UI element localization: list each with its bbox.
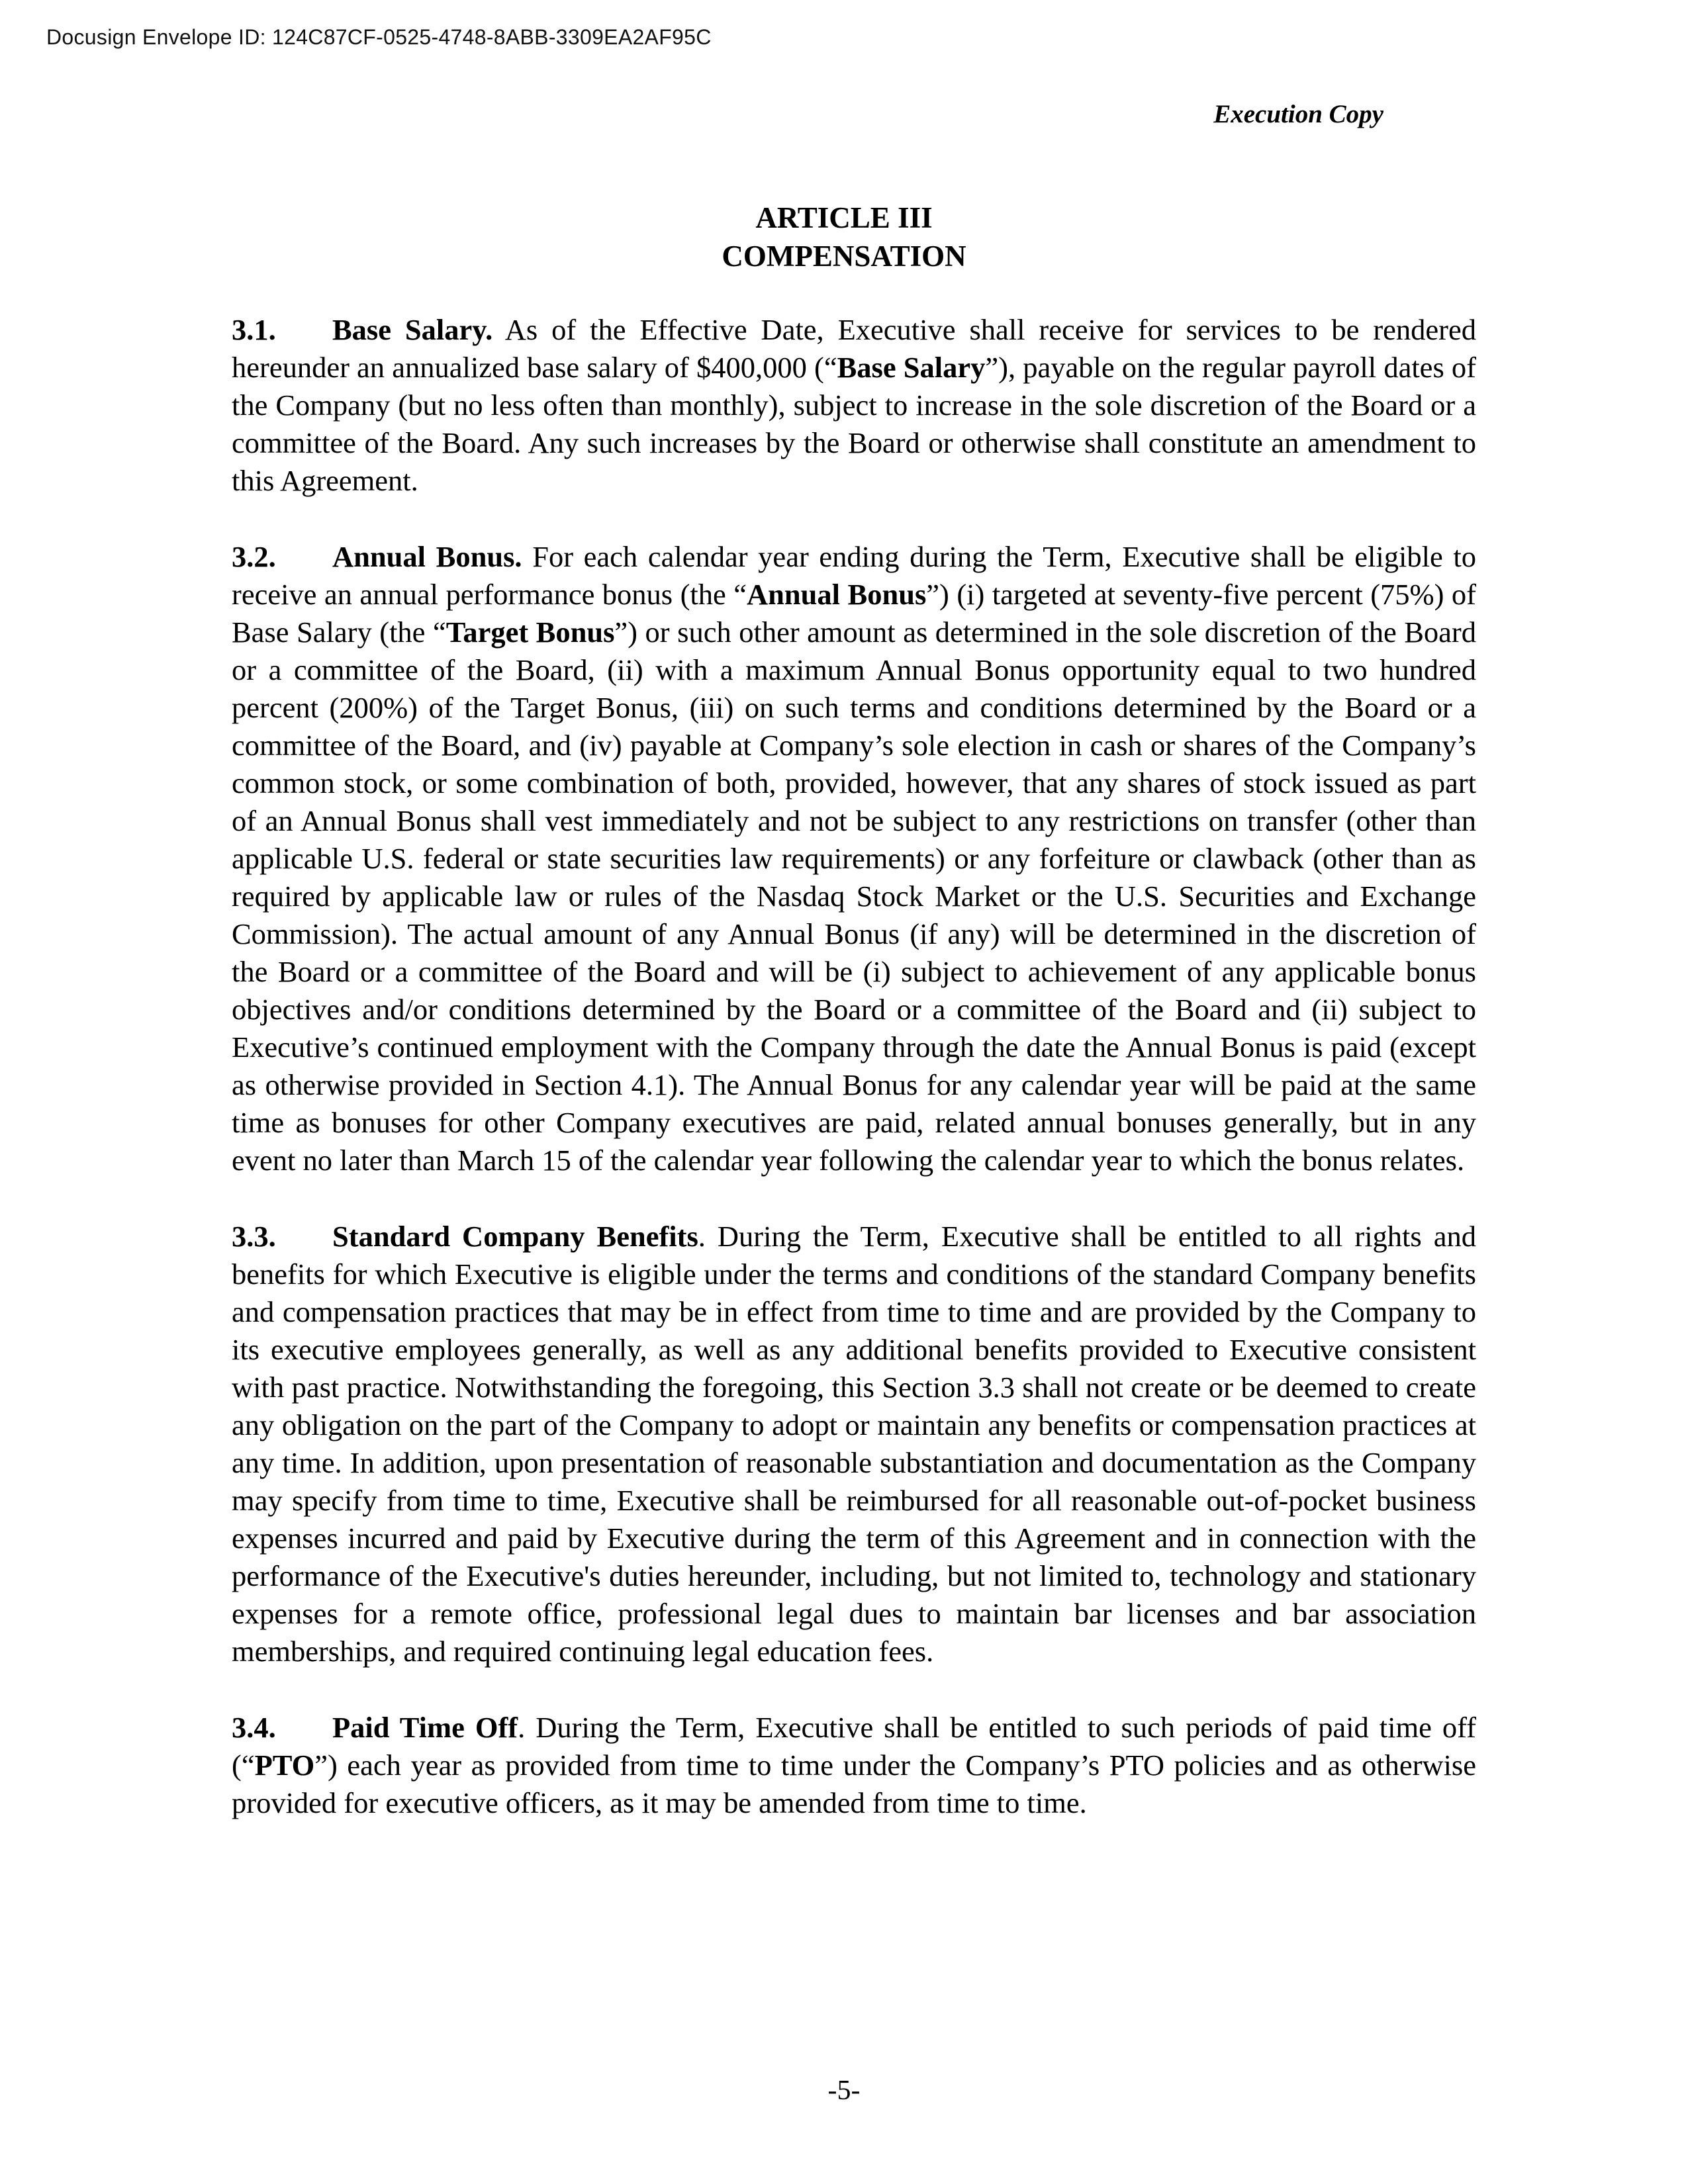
section-text: . During the Term, Executive shall be entitled to all rights and benefits for which Executive is eligible under the terms and conditions of the standard Company benefits and compensation practices that may be in effect from time to time and are provided by the Company to its executive employees generally, as well as any additional benefits provided to Executive consistent with past practice. Notwithstanding the foregoing, this Section 3.3 shall not create or be deemed to create any obligation on the part of the Company to adopt or maintain any benefits or compensation practices at any time. In addition, upon presentation of reasonable substantiation and documentation as the Company may specify from time to time, Executive shall be reimbursed for all reasonable out-of-pocket business expenses incurred and paid by Executive during the term of this Agreement and in connection with the performance of the Executive's duties hereunder, including, but not limited to, technology and stationary expenses for a remote office, professional legal dues to maintain bar licenses and bar association memberships, and required continuing legal education fees.: [232, 1220, 1476, 1668]
defined-term: Base Salary: [837, 351, 986, 384]
article-title: COMPENSATION: [722, 240, 966, 273]
execution-copy-label: Execution Copy: [1213, 100, 1383, 128]
section-text: As of the Effective Date, Executive shall receive for services to be rendered hereunder an annualized base salary of $400,000 (“: [232, 313, 1476, 384]
section-3-2: [232, 538, 1476, 1179]
section-text: For each calendar year ending during the Term, Executive shall be eligible to receive an annual performance bonus (the “: [232, 540, 1476, 611]
section-number: 3.1.: [232, 313, 276, 346]
section-3-1: [232, 311, 1476, 500]
section-text: ”) (i) targeted at seventy-five percent (75%) of Base Salary (the “: [232, 578, 1476, 649]
section-number: 3.2.: [232, 540, 276, 573]
defined-term: Target Bonus: [445, 615, 615, 649]
defined-term: PTO: [254, 1749, 315, 1782]
envelope-id: Docusign Envelope ID: 124C87CF-0525-4748-8ABB-3309EA2AF95C: [46, 25, 712, 49]
page-number: -5-: [827, 2075, 861, 2106]
section-text: . During the Term, Executive shall be entitled to such periods of paid time off (“: [232, 1711, 1476, 1782]
section-text: ”) or such other amount as determined in the sole discretion of the Board or a committee of the Board, (ii) with a maximum Annual Bonus opportunity equal to two hundred percent (200%) of the Target Bonus, (iii) on such terms and conditions determined by the Board or a committee of the Board, and (iv) payable at Company’s sole election in cash or shares of the Company’s common stock, or some combination of both, provided, however, that any shares of stock issued as part of an Annual Bonus shall vest immediately and not be subject to any restrictions on transfer (other than applicable U.S. federal or state securities law requirements) or any forfeiture or clawback (other than as required by applicable law or rules of the Nasdaq Stock Market or the U.S. Securities and Exchange Commission). The actual amount of any Annual Bonus (if any) will be determined in the discretion of the Board or a committee of the Board and will be (i) subject to achievement of any applicable bonus objectives and/or conditions determined by the Board or a committee of the Board and (ii) subject to Executive’s continued employment with the Company through the date the Annual Bonus is paid (except as otherwise provided in Section 4.1). The Annual Bonus for any calendar year will be paid at the same time as bonuses for other Company executives are paid, related annual bonuses generally, but in any event no later than March 15 of the calendar year following the calendar year to which the bonus relates.: [232, 615, 1476, 1177]
article-title-block: [0, 199, 1688, 275]
section-number: 3.3.: [232, 1220, 276, 1253]
section-text: ”) each year as provided from time to time under the Company’s PTO policies and as otherwise provided for executive officers, as it may be amended from time to time.: [232, 1749, 1476, 1819]
section-number: 3.4.: [232, 1711, 276, 1744]
document-body: [232, 311, 1476, 1860]
section-3-4: [232, 1709, 1476, 1822]
section-heading: Standard Company Benefits: [332, 1220, 698, 1253]
section-heading: Base Salary.: [332, 313, 493, 346]
defined-term: Annual Bonus: [747, 578, 927, 611]
article-number: ARTICLE III: [755, 201, 933, 234]
section-heading: Paid Time Off: [332, 1711, 518, 1744]
section-heading: Annual Bonus.: [332, 540, 522, 573]
section-3-3: [232, 1218, 1476, 1670]
section-text: ”), payable on the regular payroll dates of the Company (but no less often than monthly), subject to increase in the sole discretion of the Board or a committee of the Board. Any such increases by the Board or otherwise shall constitute an amendment to this Agreement.: [232, 351, 1476, 497]
